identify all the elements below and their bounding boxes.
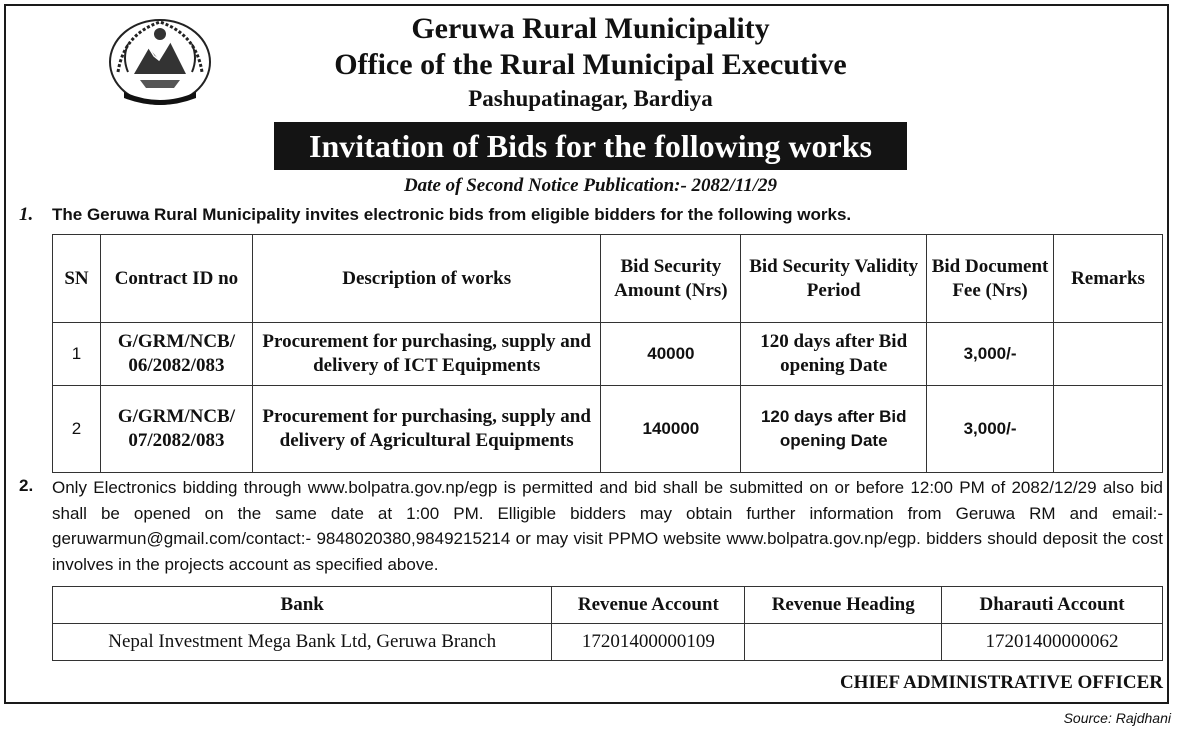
bank-name: Nepal Investment Mega Bank Ltd, Geruwa Branch	[53, 624, 552, 661]
col-validity-period: Bid Security Validity Period	[741, 235, 927, 323]
row-amount: 40000	[601, 323, 741, 386]
col-description: Description of works	[252, 235, 601, 323]
row-validity: 120 days after Bid opening Date	[741, 323, 927, 386]
col-revenue-heading: Revenue Heading	[745, 587, 942, 624]
col-bid-security-amount: Bid Security Amount (Nrs)	[601, 235, 741, 323]
row-contract-id: G/GRM/NCB/ 06/2082/083	[100, 323, 252, 386]
clause-2-text: Only Electronics bidding through www.bolpatra.gov.np/egp is permitted and bid shall be submitted on or before 12:00 PM of 2082/12/29 also bid shall be opened on the same date at 1:00 PM. Elligible bidders may obtain further information from Geruwa RM and email:- geruwarmun@gmail.com/contact:- 9848020380,9849215214 or may visit PPMO website www.bolpatra.gov.np/egp. bidders should deposit the cost involves in the projects account as specified above.	[52, 478, 1163, 574]
row-amount: 140000	[601, 386, 741, 473]
table-row	[53, 386, 1163, 473]
publication-date: Date of Second Notice Publication:- 2082/11/29	[403, 175, 778, 196]
source-credit: Source: Rajdhani	[1063, 710, 1171, 726]
row-sn: 1	[53, 323, 101, 386]
table-row	[53, 624, 1163, 661]
revenue-account: 17201400000109	[552, 624, 745, 661]
row-fee: 3,000/-	[927, 386, 1054, 473]
col-remarks: Remarks	[1054, 235, 1163, 323]
works-table-header	[53, 235, 1163, 323]
col-contract-id: Contract ID no	[100, 235, 252, 323]
bank-table	[52, 586, 1163, 661]
clause-2-number: 2.	[19, 476, 34, 495]
row-description: Procurement for purchasing, supply and delivery of ICT Equipments	[252, 323, 601, 386]
col-bank: Bank	[53, 587, 552, 624]
bank-table-header	[53, 587, 1163, 624]
clause-1-text: The Geruwa Rural Municipality invites electronic bids from eligible bidders for the following works.	[52, 205, 852, 224]
col-sn: SN	[53, 235, 101, 323]
office-address: Pashupatinagar, Bardiya	[468, 86, 713, 111]
row-remarks	[1054, 323, 1163, 386]
municipality-title: Geruwa Rural Municipality	[411, 12, 770, 45]
row-contract-id: G/GRM/NCB/ 07/2082/083	[100, 386, 252, 473]
col-revenue-account: Revenue Account	[552, 587, 745, 624]
row-description: Procurement for purchasing, supply and delivery of Agricultural Equipments	[252, 386, 601, 473]
clause-1-number: 1.	[19, 204, 34, 225]
row-fee: 3,000/-	[927, 323, 1054, 386]
row-remarks	[1054, 386, 1163, 473]
works-table	[52, 234, 1163, 473]
row-sn: 2	[53, 386, 101, 473]
row-validity: 120 days after Bid opening Date	[741, 386, 927, 473]
dharauti-account: 17201400000062	[942, 624, 1163, 661]
revenue-heading	[745, 624, 942, 661]
table-row	[53, 323, 1163, 386]
signatory: CHIEF ADMINISTRATIVE OFFICER	[839, 672, 1163, 693]
invitation-banner: Invitation of Bids for the following works	[274, 122, 907, 170]
col-document-fee: Bid Document Fee (Nrs)	[927, 235, 1054, 323]
col-dharauti-account: Dharauti Account	[942, 587, 1163, 624]
office-title: Office of the Rural Municipal Executive	[334, 48, 847, 81]
